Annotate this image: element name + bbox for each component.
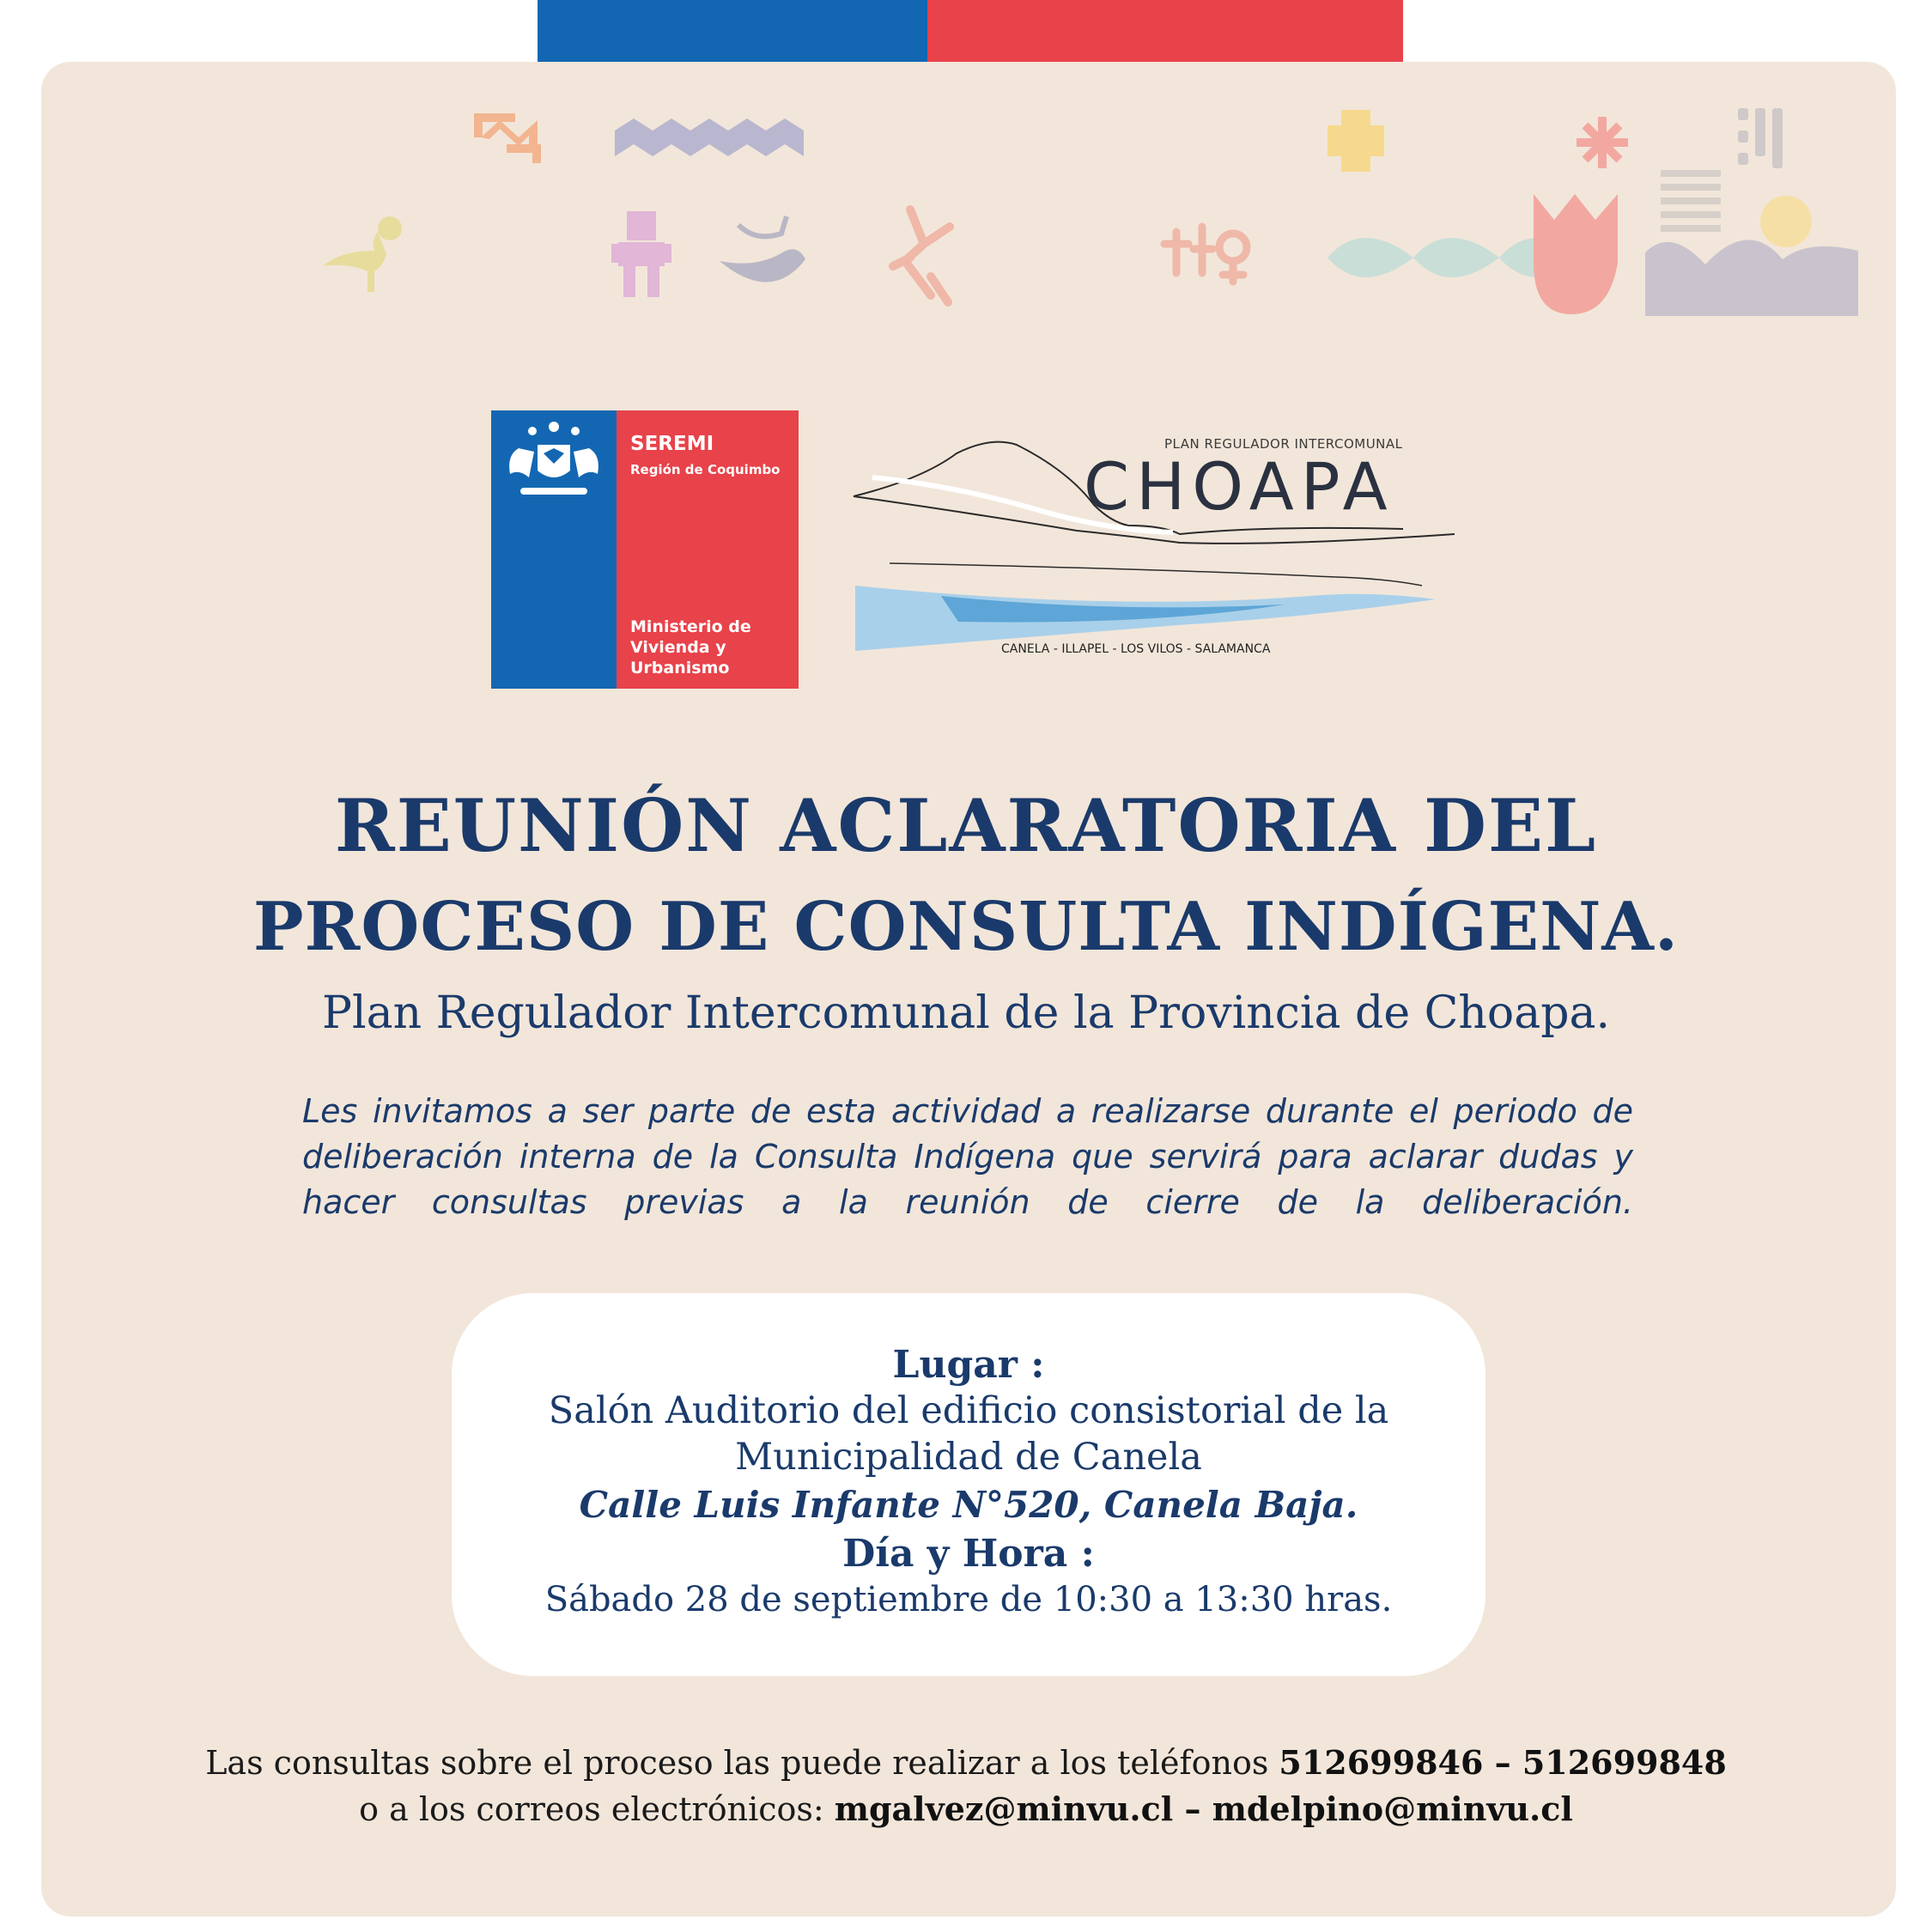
robot-figure-icon (611, 211, 671, 297)
intro-line3: hacer consultas previas a la reunión de cierre de la deliberación. (302, 1183, 1633, 1221)
seremi-logo-blue (491, 410, 617, 689)
flamingo-bird-icon (323, 216, 402, 292)
cross-totem-icon (1327, 110, 1384, 172)
event-info-box (452, 1293, 1485, 1676)
intro-paragraph (302, 1089, 1633, 1225)
stair-fret-icon (474, 113, 541, 163)
contact-phones-line (0, 1743, 1932, 1782)
choapa-logo (838, 424, 1456, 665)
place-line2: Municipalidad de Canela (735, 1436, 1202, 1479)
boat-animal-icon (720, 216, 805, 283)
headline-line2: PROCESO DE CONSULTA INDÍGENA. (252, 888, 1680, 966)
intro-line2: deliberación interna de la Consulta Indígena que servirá para aclarar dudas y (302, 1138, 1633, 1176)
dancer-petroglyph-icon (893, 210, 950, 302)
choapa-name: CHOAPA (1084, 448, 1394, 525)
choapa-communes: CANELA - ILLAPEL - LOS VILOS - SALAMANCA (1001, 642, 1271, 656)
emails-prefix: o a los correos electrónicos: (359, 1790, 824, 1828)
decorative-symbols (0, 0, 1932, 361)
email-addresses: mgalvez@minvu.cl – mdelpino@minvu.cl (834, 1789, 1573, 1828)
phones-prefix: Las consultas sobre el proceso las puede realizar a los teléfonos (205, 1744, 1269, 1782)
datetime: Sábado 28 de septiembre de 10:30 a 13:30 hras. (544, 1580, 1393, 1619)
choapa-pretitle: PLAN REGULADOR INTERCOMUNAL (1164, 436, 1403, 452)
asterisk-symbol-icon (1577, 117, 1628, 168)
mountains-icon (1645, 240, 1858, 316)
datetime-label: Día y Hora : (842, 1532, 1095, 1576)
dots-grid-icon (1738, 108, 1783, 168)
sun-icon (1760, 196, 1812, 247)
place-label: Lugar : (892, 1343, 1045, 1387)
headline-subtitle: Plan Regulador Intercomunal de la Provincia de Choapa. (321, 987, 1611, 1039)
figures-petroglyph-icon (1164, 227, 1247, 282)
seremi-title: SEREMI (630, 433, 714, 455)
seremi-ministry-line1: Ministerio de (630, 617, 751, 636)
phone-numbers: 512699846 – 512699848 (1279, 1743, 1727, 1782)
stripes-icon (1661, 170, 1721, 232)
seremi-ministry-line2: Vivienda y (630, 638, 726, 657)
intro-line1: Les invitamos a ser parte de esta actividad a realizarse durante el periodo de (302, 1092, 1633, 1130)
seremi-ministry (630, 617, 751, 678)
zigzag-wave-icon (615, 118, 804, 156)
headline-line1: REUNIÓN ACLARATORIA DEL (334, 783, 1598, 868)
coat-of-arms-icon (503, 419, 605, 505)
address: Calle Luis Infante N°520, Canela Baja. (579, 1484, 1358, 1526)
contact-emails-line (0, 1789, 1932, 1828)
flower-icon (1534, 194, 1618, 314)
seremi-logo (491, 410, 799, 689)
place-line1: Salón Auditorio del edificio consistorial de la (548, 1389, 1389, 1432)
seremi-ministry-line3: Urbanismo (630, 659, 730, 677)
seremi-region: Región de Coquimbo (630, 462, 781, 477)
